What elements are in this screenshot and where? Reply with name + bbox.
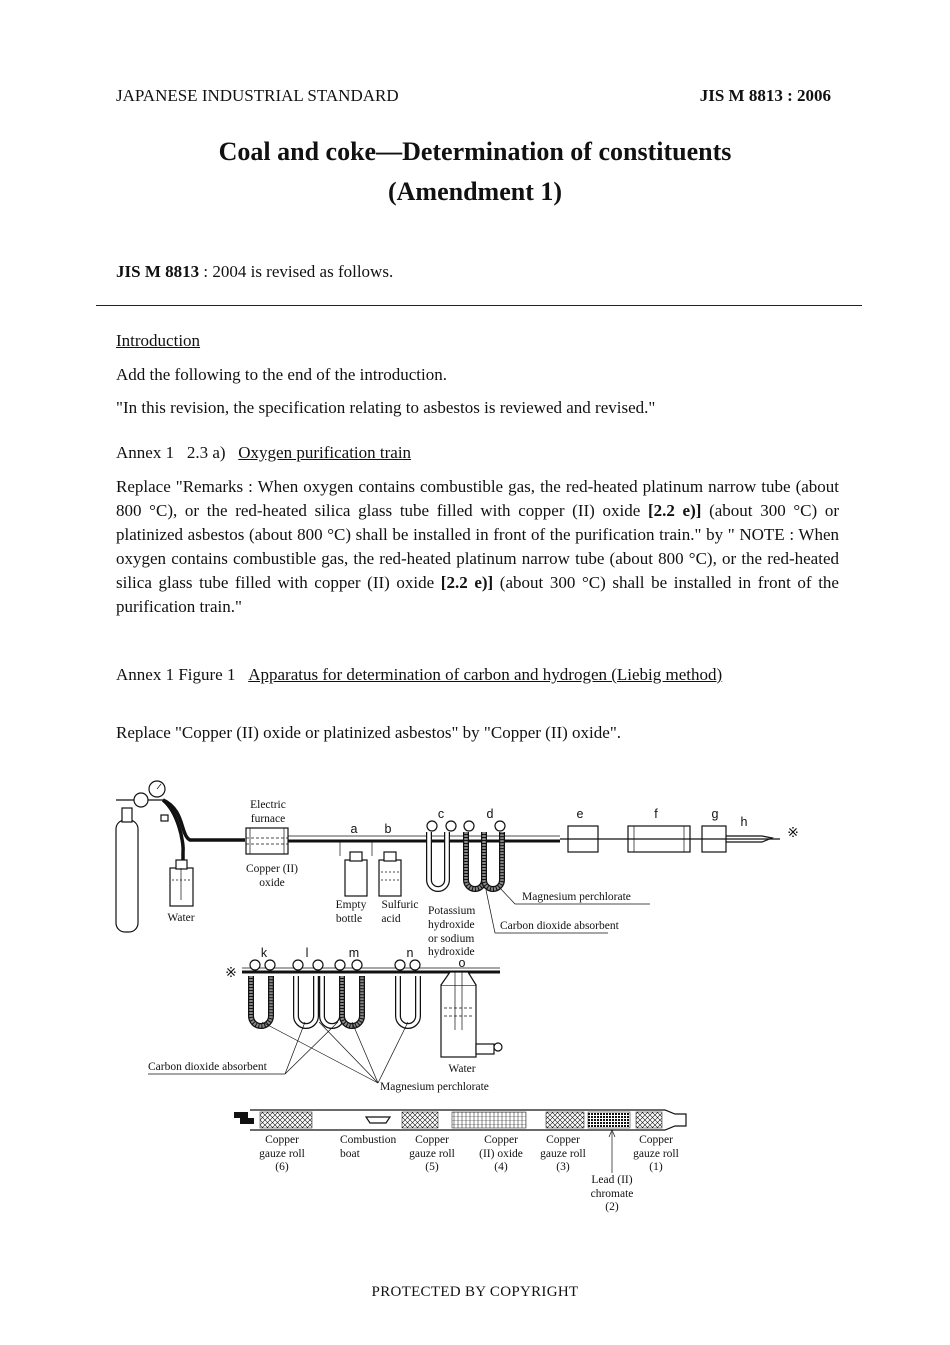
label-co2-absorbent-top: Carbon dioxide absorbent xyxy=(500,920,619,932)
label-lead2-3: (2) xyxy=(605,1201,619,1213)
label-gauze1-2: gauze roll xyxy=(633,1148,679,1160)
label-electric-furnace-2: furnace xyxy=(250,813,286,825)
annex-23-text-3: (about 300 °C) shall be installed in front of the purification train." xyxy=(116,573,839,616)
label-letter-k: k xyxy=(260,946,268,960)
intro-line-1: Add the following to the end of the introduction. xyxy=(116,365,447,384)
label-gauze6-3: (6) xyxy=(275,1161,289,1173)
combustion-tube xyxy=(234,1110,686,1130)
label-potassium-3: or sodium xyxy=(428,933,475,945)
apparatus-figure xyxy=(0,770,950,1220)
water-bottle-o xyxy=(441,972,502,1057)
label-letter-e: e xyxy=(576,807,584,821)
annex-23-ref-1: [2.2 e)] xyxy=(647,501,702,520)
water-bottle xyxy=(170,860,193,906)
empty-bottle-a xyxy=(340,842,372,896)
label-lead2-1: Lead (II) xyxy=(591,1174,633,1186)
annex-23-heading xyxy=(116,441,839,465)
revision-statement xyxy=(116,260,839,284)
label-water-1: Water xyxy=(167,912,195,924)
ref-mark-bottom: ※ xyxy=(225,966,237,981)
label-gauze3-1: Copper xyxy=(546,1134,580,1146)
label-letter-n: n xyxy=(406,946,414,960)
label-mg-perchlorate-top: Magnesium perchlorate xyxy=(522,891,631,903)
label-boat-1: Combustion xyxy=(340,1134,397,1146)
u-tube-d xyxy=(464,821,505,889)
revision-text: : 2004 is revised as follows. xyxy=(199,262,394,281)
label-letter-m: m xyxy=(348,946,360,960)
label-gauze3-2: gauze roll xyxy=(540,1148,586,1160)
document-subtitle: (Amendment 1) xyxy=(387,177,563,206)
label-potassium-1: Potassium xyxy=(428,905,476,917)
label-boat-2: boat xyxy=(340,1148,360,1160)
label-letter-l: l xyxy=(305,946,309,960)
label-letter-g: g xyxy=(711,807,719,821)
label-gauze5-2: gauze roll xyxy=(409,1148,455,1160)
label-oxide4-3: (4) xyxy=(494,1161,508,1173)
label-co2-absorbent-bottom: Carbon dioxide absorbent xyxy=(148,1061,267,1073)
label-lead2-2: chromate xyxy=(590,1188,634,1200)
annex-23-title: Oxygen purification train xyxy=(238,443,412,462)
annex-23-text-1: Replace "Remarks : When oxygen contains combustible gas, the red-heated platinum narrow tube (about 800 °C), or the red-heated silica glass tube filled with copper (II) oxide xyxy=(116,477,839,520)
label-sulfuric-1: Sulfuric xyxy=(381,899,419,911)
intro-line-2: "In this revision, the specification relating to asbestos is reviewed and revised." xyxy=(116,398,656,417)
label-gauze5-3: (5) xyxy=(425,1161,439,1173)
ref-mark-top: ※ xyxy=(787,826,799,841)
divider xyxy=(96,305,862,306)
label-mg-perchlorate-bottom: Magnesium perchlorate xyxy=(380,1081,489,1093)
label-copper-oxide-2: oxide xyxy=(259,877,285,889)
u-tube-c xyxy=(427,821,456,889)
oxygen-cylinder xyxy=(116,781,168,932)
label-gauze1-1: Copper xyxy=(639,1134,673,1146)
label-gauze6-2: gauze roll xyxy=(259,1148,305,1160)
label-letter-f: f xyxy=(654,807,658,821)
label-potassium-4: hydroxide xyxy=(428,946,475,958)
copyright-footer: PROTECTED BY COPYRIGHT xyxy=(371,1284,579,1300)
label-empty-bottle-2: bottle xyxy=(335,913,363,925)
intro-heading: Introduction xyxy=(116,331,201,350)
label-gauze6-1: Copper xyxy=(265,1134,299,1146)
label-gauze5-1: Copper xyxy=(415,1134,449,1146)
label-copper-oxide-1: Copper (II) xyxy=(245,863,299,875)
header-standard-number: JIS M 8813 : 2006 xyxy=(699,86,831,105)
header-standard-name: JAPANESE INDUSTRIAL STANDARD xyxy=(116,86,399,105)
label-letter-c: c xyxy=(437,807,445,821)
label-water-2: Water xyxy=(448,1063,476,1075)
label-electric-furnace-1: Electric xyxy=(250,799,286,811)
label-letter-o: o xyxy=(458,956,466,970)
label-gauze3-3: (3) xyxy=(556,1161,570,1173)
label-sulfuric-2: acid xyxy=(381,913,401,925)
annex-23-text-2: (about 300 °C) or platinized asbestos (about 800 °C) shall be installed in front of the purification train." by " NOTE : When oxygen contains combustible gas, the red-heated platinum narrow tube (about 800 °C), or the red-heated silica glass tube filled with copper (II) oxide xyxy=(116,501,840,592)
electric-furnace xyxy=(246,828,288,854)
annex-23-body xyxy=(116,475,839,619)
sulfuric-acid-bottle-b xyxy=(379,852,401,896)
label-letter-d: d xyxy=(486,807,494,821)
annex-23-label: Annex 1 2.3 a) xyxy=(116,443,226,462)
u-tubes-row-2 xyxy=(250,960,420,1026)
annex-23-ref-2: [2.2 e)] xyxy=(440,573,494,592)
annex-fig-heading xyxy=(116,663,839,687)
label-oxide4-1: Copper xyxy=(484,1134,518,1146)
label-oxide4-2: (II) oxide xyxy=(479,1148,523,1160)
label-gauze1-3: (1) xyxy=(649,1161,663,1173)
label-potassium-2: hydroxide xyxy=(428,919,475,931)
label-letter-b: b xyxy=(384,822,392,836)
label-letter-a: a xyxy=(350,822,358,836)
label-letter-h: h xyxy=(740,815,748,829)
document-title: Coal and coke—Determination of constituents xyxy=(218,137,732,166)
annex-fig-label: Annex 1 Figure 1 xyxy=(116,665,236,684)
annex-fig-title: Apparatus for determination of carbon and hydrogen (Liebig method) xyxy=(248,665,723,684)
label-empty-bottle-1: Empty xyxy=(335,899,367,911)
annex-fig-replace: Replace "Copper (II) oxide or platinized asbestos" by "Copper (II) oxide". xyxy=(116,723,622,742)
revision-standard: JIS M 8813 xyxy=(116,262,200,281)
